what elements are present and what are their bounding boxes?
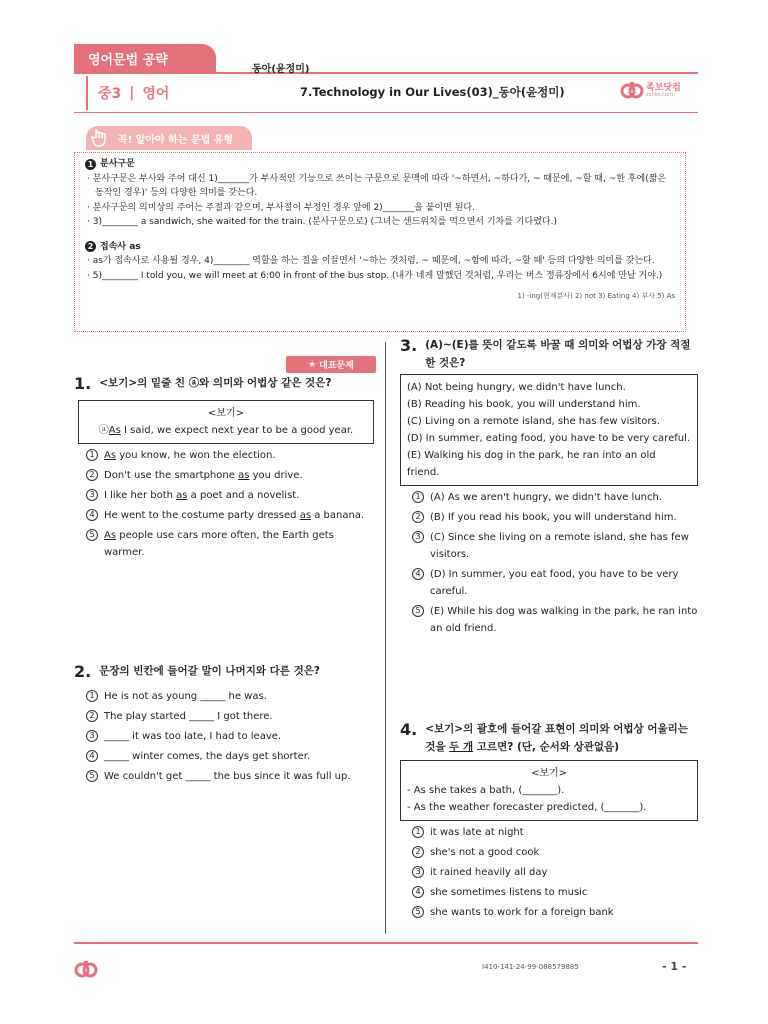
option-text: The play started _____ I got there. bbox=[104, 711, 273, 722]
text-part: I said, we expect next year to be a good year. bbox=[120, 425, 354, 436]
question-number: 1. bbox=[74, 374, 92, 393]
passage-line: (C) Living on a remote island, she has few visitors. bbox=[407, 416, 660, 427]
grammar-answers: 1) -ing(현재분사) 2) not 3) Eating 4) 부사 5) As bbox=[517, 292, 675, 300]
question-title bbox=[400, 720, 698, 756]
option-text: (E) While his dog was walking in the park, he ran into an old friend. bbox=[430, 606, 698, 634]
passage-line: (B) Reading his book, you will understand him. bbox=[407, 399, 641, 410]
question-title bbox=[74, 662, 374, 682]
option[interactable] bbox=[86, 487, 374, 504]
option-text: As people use cars more often, the Earth gets warmer. bbox=[104, 530, 334, 558]
option-text: He is not as young _____ he was. bbox=[104, 691, 267, 702]
option-number: 4 bbox=[412, 568, 424, 580]
grammar-box bbox=[74, 152, 686, 332]
subject-label: 영어 bbox=[142, 86, 170, 102]
option[interactable] bbox=[86, 748, 374, 765]
option[interactable] bbox=[86, 688, 374, 705]
header-rule bbox=[74, 72, 698, 74]
column-divider bbox=[385, 342, 386, 934]
option-number: 3 bbox=[86, 730, 98, 742]
option-number: 4 bbox=[86, 750, 98, 762]
header-grade bbox=[86, 76, 169, 110]
option-number: 2 bbox=[412, 511, 424, 523]
question-number: 3. bbox=[400, 336, 418, 355]
question-number: 2. bbox=[74, 662, 92, 681]
passage-line: (E) Walking his dog in the park, he ran into an old friend. bbox=[407, 450, 656, 478]
option[interactable] bbox=[86, 467, 374, 484]
grammar-line: · 분사구문의 의미상의 주어는 주절과 같으며, 부사절이 부정인 경우 앞에 2)_______을 붙이면 된다. bbox=[87, 202, 475, 213]
option-text: Don't use the smartphone as you drive. bbox=[104, 470, 303, 481]
question-text: <보기>의 괄호에 들어갈 표현이 의미와 어법상 어울리는 것을 두 개 고르면? (단, 순서와 상관없음) bbox=[425, 723, 688, 753]
underlined-word: As bbox=[108, 425, 121, 436]
example-box bbox=[78, 400, 374, 444]
question-3 bbox=[400, 336, 698, 637]
option-number: 1 bbox=[412, 826, 424, 838]
option[interactable] bbox=[86, 527, 374, 561]
footer-logo-icon bbox=[74, 958, 98, 982]
option[interactable] bbox=[412, 603, 698, 637]
example-box-head: <보기> bbox=[530, 768, 568, 779]
header-bottom-rule bbox=[74, 112, 698, 113]
question-number: 4. bbox=[400, 720, 418, 739]
option-text: she wants to work for a foreign bank bbox=[430, 907, 614, 918]
passage-line: (D) In summer, eating food, you have to be very careful. bbox=[407, 433, 691, 444]
option-number: 2 bbox=[412, 846, 424, 858]
grammar-section-1-head bbox=[85, 157, 675, 172]
number-badge: 1 bbox=[85, 159, 96, 170]
option[interactable] bbox=[412, 864, 698, 881]
question-title bbox=[400, 336, 698, 372]
logo-icon bbox=[620, 79, 644, 103]
passage-box bbox=[400, 374, 698, 486]
footer-rule bbox=[74, 942, 698, 944]
grammar-tag: 꼭! 알아야 하는 문법 유형 bbox=[86, 126, 252, 150]
option-text: _____ it was too late, I had to leave. bbox=[104, 731, 282, 742]
option-text: she sometimes listens to music bbox=[430, 887, 588, 898]
option[interactable] bbox=[86, 507, 374, 524]
option-number: 1 bbox=[86, 690, 98, 702]
option-number: 5 bbox=[412, 906, 424, 918]
number-badge: 2 bbox=[85, 241, 96, 252]
star-icon: ★ bbox=[308, 359, 317, 370]
question-text: 문장의 빈칸에 들어갈 말이 나머지와 다른 것은? bbox=[99, 665, 320, 677]
option-text: (A) As we aren't hungry, we didn't have lunch. bbox=[430, 492, 663, 503]
option-text: it rained heavily all day bbox=[430, 867, 548, 878]
option-text: she's not a good cook bbox=[430, 847, 540, 858]
option[interactable] bbox=[412, 529, 698, 563]
grammar-line: · 3)________ a sandwich, she waited for the train. (분사구문으로) (그녀는 샌드위치를 먹으면서 기차를 기다렸다.) bbox=[87, 217, 557, 227]
option[interactable] bbox=[412, 509, 698, 526]
example-box-head: <보기> bbox=[207, 408, 245, 419]
question-4 bbox=[400, 720, 698, 921]
example-line: - As the weather forecaster predicted, (_______). bbox=[407, 802, 647, 813]
example-sentence bbox=[85, 422, 367, 439]
option-number: 4 bbox=[86, 509, 98, 521]
option-text: _____ winter comes, the days get shorter. bbox=[104, 751, 311, 762]
option[interactable] bbox=[412, 844, 698, 861]
page-title: 7.Technology in Our Lives(03)_동아(윤정미) bbox=[300, 85, 565, 99]
option-text: We couldn't get _____ the bus since it was full up. bbox=[104, 771, 351, 782]
badge-label: 대표문제 bbox=[319, 361, 354, 371]
grammar-line: · 분사구문은 부사와 주어 대신 1)_______가 부사적인 기능으로 쓰이는 구문으로 문맥에 따라 '~하면서, ~하다가, ~ 때문에, ~할 때, ~한 후에(짧은 동작인 경우)' 등의 다양한 의미를 갖는다. bbox=[87, 173, 667, 198]
section-title: 접속사 as bbox=[100, 241, 141, 252]
question-title bbox=[74, 374, 374, 394]
logo-text bbox=[646, 84, 681, 98]
option[interactable] bbox=[412, 489, 698, 506]
hand-point-icon bbox=[90, 127, 108, 147]
logo-name: 족보닷컴 bbox=[646, 83, 681, 93]
option-text: (B) If you read his book, you will understand him. bbox=[430, 512, 677, 523]
logo-domain: zocbo.com bbox=[646, 92, 673, 98]
option-number: 5 bbox=[86, 770, 98, 782]
logo bbox=[620, 78, 690, 104]
option-number: 3 bbox=[412, 531, 424, 543]
option[interactable] bbox=[412, 904, 698, 921]
question-2 bbox=[74, 662, 374, 785]
question-text: (A)~(E)를 뜻이 같도록 바꿀 때 의미와 어법상 가장 적절한 것은? bbox=[425, 339, 691, 369]
section-title: 분사구문 bbox=[100, 159, 135, 169]
example-box bbox=[400, 760, 698, 821]
option-text: As you know, he won the election. bbox=[104, 450, 276, 461]
option-number: 5 bbox=[412, 605, 424, 617]
grammar-line: · 5)________ I told you, we will meet at 6:00 in front of the bus stop. (내가 네게 말했던 것처럼, 우리는 버스 정류장에서 6시에 만날 거야.) bbox=[87, 270, 663, 281]
option-number: 5 bbox=[86, 529, 98, 541]
option-number: 1 bbox=[86, 449, 98, 461]
option-text: (C) Since she living on a remote island, she has few visitors. bbox=[430, 532, 689, 560]
option[interactable] bbox=[86, 708, 374, 725]
option-number: 4 bbox=[412, 886, 424, 898]
option-number: 2 bbox=[86, 710, 98, 722]
representative-badge bbox=[286, 356, 376, 373]
option-text: it was late at night bbox=[430, 827, 524, 838]
option[interactable] bbox=[86, 728, 374, 745]
option[interactable] bbox=[412, 566, 698, 600]
option-number: 2 bbox=[86, 469, 98, 481]
option[interactable] bbox=[86, 768, 374, 785]
option[interactable] bbox=[412, 824, 698, 841]
grade-separator: | bbox=[129, 85, 135, 101]
passage-line: (A) Not being hungry, we didn't have lunch. bbox=[407, 382, 626, 393]
question-1 bbox=[74, 374, 374, 561]
option-text: (D) In summer, you eat food, you have to be very careful. bbox=[430, 569, 679, 597]
grade-label: 중3 bbox=[98, 86, 122, 102]
option-number: 3 bbox=[86, 489, 98, 501]
example-line: - As she takes a bath, (_______). bbox=[407, 785, 565, 796]
option-text: I like her both as a poet and a novelist. bbox=[104, 490, 300, 501]
question-text: <보기>의 밑줄 친 ⓐ와 의미와 어법상 같은 것은? bbox=[99, 377, 332, 389]
page-number: - 1 - bbox=[662, 960, 687, 973]
text-part: ⓐ bbox=[98, 425, 109, 436]
option[interactable] bbox=[86, 447, 374, 464]
header-publisher: 동아(윤정미) bbox=[252, 64, 310, 75]
option-number: 1 bbox=[412, 491, 424, 503]
grammar-section-2-head bbox=[85, 240, 675, 255]
option-text: He went to the costume party dressed as a banana. bbox=[104, 510, 365, 521]
grammar-line: · as가 접속사로 사용될 경우, 4)________ 역할을 하는 절을 이끌면서 '~하는 것처럼, ~ 때문에, ~함에 따라, ~할 때' 등의 다양한 의미를 갖는다. bbox=[87, 256, 655, 266]
option-number: 3 bbox=[412, 866, 424, 878]
footer-code: I410-141-24-99-088579885 bbox=[482, 963, 579, 971]
header-tag: 영어문법 공략 bbox=[74, 44, 216, 72]
option[interactable] bbox=[412, 884, 698, 901]
